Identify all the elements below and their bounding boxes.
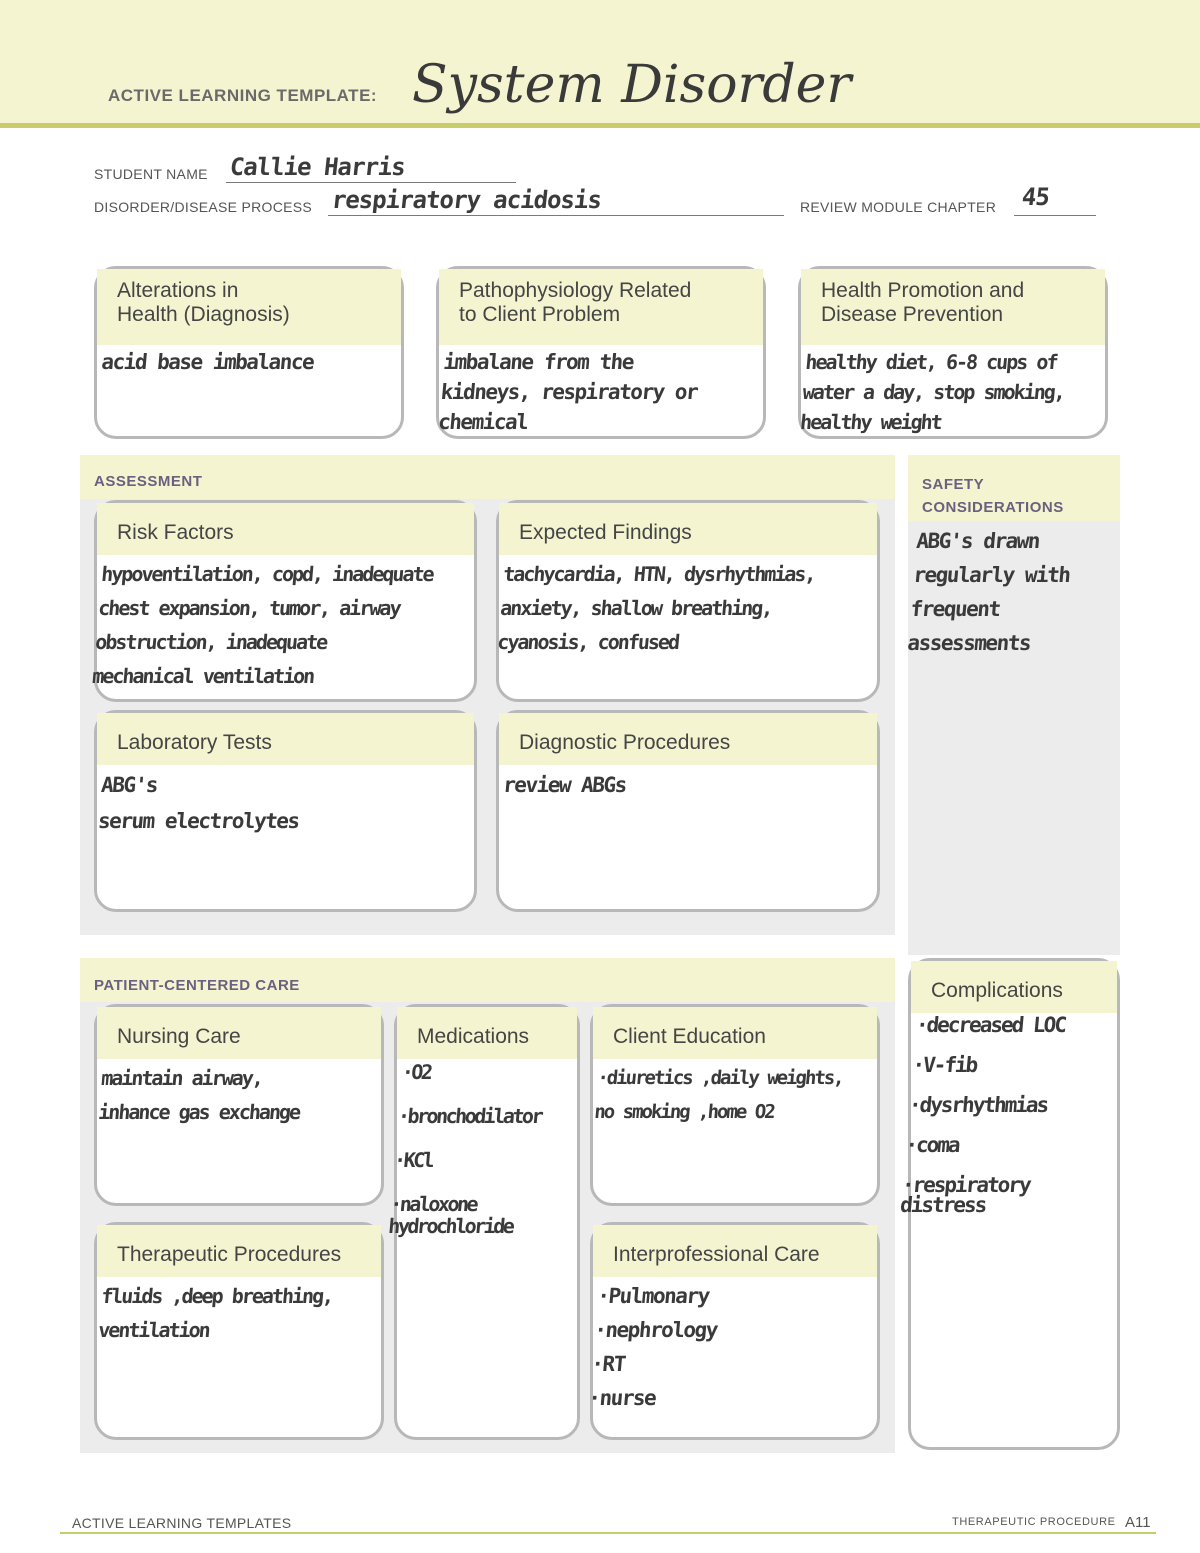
disorder-line: [328, 215, 784, 216]
footer-section: THERAPEUTIC PROCEDURE: [952, 1516, 1116, 1528]
risk-factors-box[interactable]: [91, 500, 477, 702]
page-title: System Disorder: [412, 55, 852, 115]
footer-title: ACTIVE LEARNING TEMPLATES: [72, 1515, 292, 1531]
student-name-line: [226, 182, 516, 183]
health-promotion-title: Health Promotion and Disease Prevention: [801, 269, 1105, 345]
laboratory-tests-content[interactable]: ABG's serum electrolytes: [97, 773, 300, 833]
diagnostic-procedures-title: Diagnostic Procedures: [499, 713, 877, 765]
expected-findings-content[interactable]: tachycardia, HTN, dysrhythmias, anxiety, shallow breathing, cyanosis, confused: [496, 562, 816, 654]
safety-label: SAFETY CONSIDERATIONS: [922, 476, 1064, 516]
diagnostic-procedures-content[interactable]: review ABGs: [502, 773, 627, 797]
assessment-label: ASSESSMENT: [94, 473, 203, 490]
diagnostic-procedures-box[interactable]: [496, 710, 880, 912]
chapter-line: [1014, 215, 1096, 216]
laboratory-tests-title: Laboratory Tests: [97, 713, 474, 765]
complications-box[interactable]: [899, 958, 1120, 1450]
therapeutic-procedures-box[interactable]: [94, 1222, 384, 1440]
therapeutic-procedures-title: Therapeutic Procedures: [97, 1225, 381, 1277]
student-name-value[interactable]: Callie Harris: [228, 153, 407, 181]
pathophysiology-content[interactable]: imbalane from the kidneys, respiratory or chemical: [437, 350, 699, 434]
health-promotion-content[interactable]: healthy diet, 6-8 cups of water a day, stop smoking, healthy weight: [799, 350, 1066, 434]
nursing-care-box[interactable]: [94, 1004, 384, 1206]
template-label: ACTIVE LEARNING TEMPLATE:: [108, 86, 378, 105]
client-education-title: Client Education: [593, 1007, 877, 1059]
chapter-value[interactable]: 45: [1020, 183, 1051, 211]
nursing-care-title: Nursing Care: [97, 1007, 381, 1059]
health-promotion-box[interactable]: [798, 266, 1108, 439]
safety-content[interactable]: ABG's drawn regularly with frequent assessments: [906, 529, 1071, 655]
expected-findings-title: Expected Findings: [499, 503, 877, 555]
interprofessional-care-content[interactable]: ·Pulmonary ·nephrology ·RT ·nurse: [587, 1284, 718, 1410]
header-rule: [0, 123, 1200, 128]
alterations-in-health-box[interactable]: [94, 266, 404, 439]
disorder-label: DISORDER/DISEASE PROCESS: [94, 199, 313, 215]
alterations-in-health-content[interactable]: acid base imbalance: [100, 350, 315, 374]
medications-title: Medications: [397, 1007, 577, 1059]
complications-title: Complications: [911, 961, 1117, 1013]
medications-box[interactable]: [387, 1004, 580, 1440]
pathophysiology-box[interactable]: [436, 266, 766, 439]
risk-factors-title: Risk Factors: [97, 503, 474, 555]
page-number: A11: [1125, 1514, 1151, 1531]
laboratory-tests-box[interactable]: [94, 710, 477, 912]
complications-content[interactable]: ·decreased LOC ·V-fib ·dysrhythmias ·coma ·respiratory distress: [899, 1013, 1067, 1217]
pathophysiology-title: Pathophysiology Related to Client Problem: [439, 269, 763, 345]
expected-findings-box[interactable]: [496, 500, 880, 702]
patient-care-label: PATIENT-CENTERED CARE: [94, 977, 300, 994]
alterations-in-health-title: Alterations in Health (Diagnosis): [97, 269, 401, 345]
interprofessional-care-box[interactable]: [587, 1222, 880, 1440]
client-education-content[interactable]: ·diuretics ,daily weights, no smoking ,home O2: [593, 1067, 844, 1123]
disorder-value[interactable]: respiratory acidosis: [330, 186, 603, 214]
interprofessional-care-title: Interprofessional Care: [593, 1225, 877, 1277]
footer-rule: [60, 1532, 1156, 1534]
medications-content[interactable]: ·O2 ·bronchodilator ·KCl ·naloxone hydrochloride: [387, 1060, 543, 1238]
client-education-box[interactable]: [590, 1004, 880, 1206]
student-name-label: STUDENT NAME: [94, 166, 208, 182]
therapeutic-procedures-content[interactable]: fluids ,deep breathing, ventilation: [97, 1284, 334, 1342]
nursing-care-content[interactable]: maintain airway, inhance gas exchange: [97, 1066, 301, 1124]
risk-factors-content[interactable]: hypoventilation, copd, inadequate chest expansion, tumor, airway obstruction, inadequate mechanical ventilation: [91, 562, 434, 688]
chapter-label: REVIEW MODULE CHAPTER: [800, 199, 997, 215]
